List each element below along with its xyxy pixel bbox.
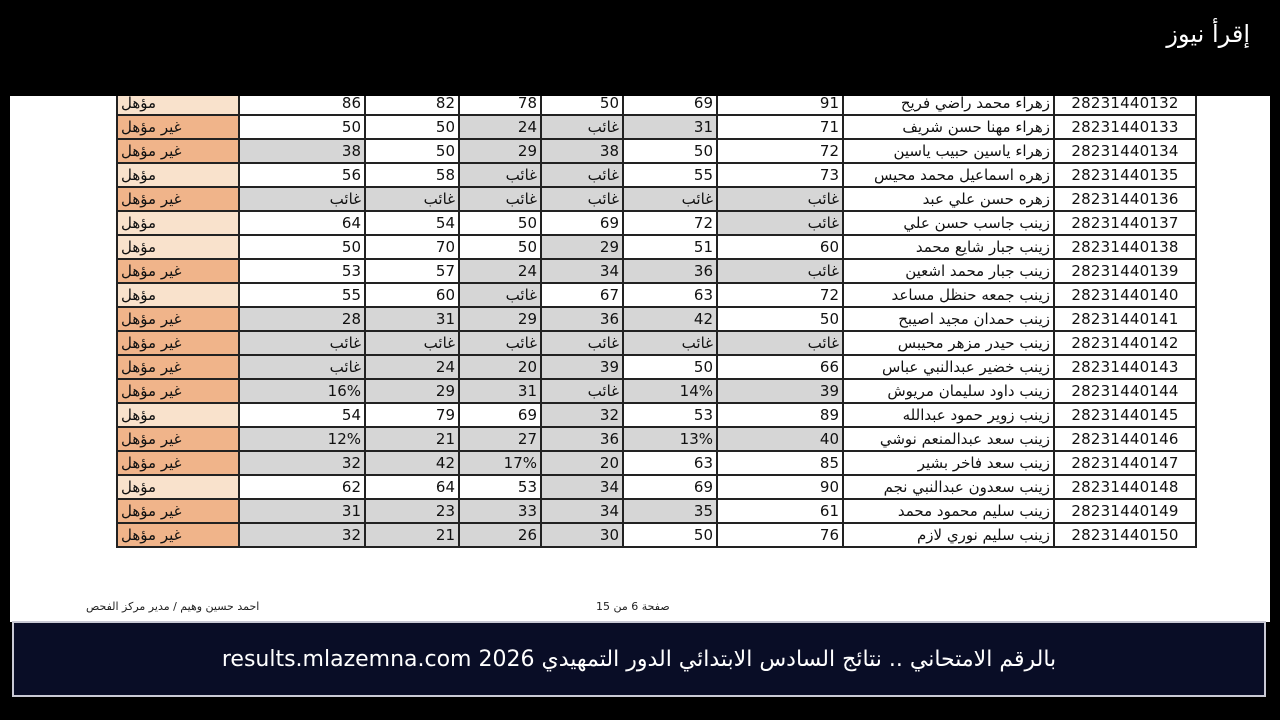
score-cell: 62 xyxy=(239,475,365,499)
exam-number-cell: 28231440138 xyxy=(1054,235,1196,259)
table-row xyxy=(117,283,1196,307)
score-cell: 67 xyxy=(541,283,623,307)
table-row xyxy=(117,115,1196,139)
score-cell: 63 xyxy=(623,283,717,307)
results-table xyxy=(116,96,1197,548)
score-cell: 32 xyxy=(239,523,365,547)
score-cell: 24 xyxy=(459,115,541,139)
table-row xyxy=(117,427,1196,451)
exam-number-cell: 28231440145 xyxy=(1054,403,1196,427)
score-cell: غائب xyxy=(623,187,717,211)
score-cell: 82 xyxy=(365,96,459,115)
table-row xyxy=(117,187,1196,211)
student-name-cell: زينب سليم محمود محمد xyxy=(843,499,1054,523)
score-cell: 90 xyxy=(717,475,843,499)
score-cell: 31 xyxy=(365,307,459,331)
score-cell: 79 xyxy=(365,403,459,427)
score-cell: غائب xyxy=(623,331,717,355)
table-row xyxy=(117,211,1196,235)
score-cell: 69 xyxy=(623,475,717,499)
score-cell: غائب xyxy=(365,187,459,211)
table-row xyxy=(117,96,1196,115)
score-cell: 36 xyxy=(541,427,623,451)
score-cell: 34 xyxy=(541,259,623,283)
score-cell: 36 xyxy=(623,259,717,283)
student-name-cell: زهره حسن علي عبد xyxy=(843,187,1054,211)
status-cell: غير مؤهل xyxy=(117,115,239,139)
score-cell: 63 xyxy=(623,451,717,475)
score-cell: غائب xyxy=(459,283,541,307)
status-cell: غير مؤهل xyxy=(117,259,239,283)
score-cell: 53 xyxy=(623,403,717,427)
score-cell: 69 xyxy=(541,211,623,235)
exam-number-cell: 28231440143 xyxy=(1054,355,1196,379)
score-cell: غائب xyxy=(239,187,365,211)
results-document xyxy=(10,96,1270,622)
score-cell: غائب xyxy=(459,187,541,211)
status-cell: مؤهل xyxy=(117,283,239,307)
score-cell: 32 xyxy=(239,451,365,475)
status-cell: مؤهل xyxy=(117,475,239,499)
score-cell: 72 xyxy=(623,211,717,235)
exam-number-cell: 28231440140 xyxy=(1054,283,1196,307)
student-name-cell: زهراء مهنا حسن شريف xyxy=(843,115,1054,139)
exam-number-cell: 28231440148 xyxy=(1054,475,1196,499)
status-cell: غير مؤهل xyxy=(117,187,239,211)
score-cell: 31 xyxy=(623,115,717,139)
table-row xyxy=(117,451,1196,475)
headline-banner[interactable] xyxy=(12,621,1266,697)
table-row xyxy=(117,139,1196,163)
table-row xyxy=(117,499,1196,523)
score-cell: 70 xyxy=(365,235,459,259)
score-cell: 50 xyxy=(623,139,717,163)
score-cell: 50 xyxy=(623,355,717,379)
score-cell: 69 xyxy=(459,403,541,427)
status-cell: غير مؤهل xyxy=(117,427,239,451)
table-row xyxy=(117,403,1196,427)
score-cell: 32 xyxy=(541,403,623,427)
student-name-cell: زينب سليم نوري لازم xyxy=(843,523,1054,547)
score-cell: 85 xyxy=(717,451,843,475)
score-cell: 14% xyxy=(623,379,717,403)
score-cell: غائب xyxy=(459,331,541,355)
score-cell: 55 xyxy=(623,163,717,187)
score-cell: 35 xyxy=(623,499,717,523)
score-cell: 20 xyxy=(459,355,541,379)
student-name-cell: زينب حيدر مزهر محيبس xyxy=(843,331,1054,355)
status-cell: غير مؤهل xyxy=(117,523,239,547)
score-cell: 50 xyxy=(541,96,623,115)
score-cell: 30 xyxy=(541,523,623,547)
student-name-cell: زهره اسماعيل محمد محيس xyxy=(843,163,1054,187)
table-row xyxy=(117,379,1196,403)
score-cell: 72 xyxy=(717,283,843,307)
exam-number-cell: 28231440133 xyxy=(1054,115,1196,139)
score-cell: غائب xyxy=(541,331,623,355)
score-cell: 38 xyxy=(239,139,365,163)
table-row xyxy=(117,163,1196,187)
score-cell: غائب xyxy=(717,211,843,235)
score-cell: غائب xyxy=(365,331,459,355)
score-cell: 24 xyxy=(459,259,541,283)
exam-number-cell: 28231440149 xyxy=(1054,499,1196,523)
student-name-cell: زينب جبار شايع محمد xyxy=(843,235,1054,259)
exam-number-cell: 28231440139 xyxy=(1054,259,1196,283)
site-title[interactable]: إقرأ نيوز xyxy=(1166,20,1250,48)
student-name-cell: زهراء محمد راضي فريح xyxy=(843,96,1054,115)
table-row xyxy=(117,523,1196,547)
status-cell: مؤهل xyxy=(117,96,239,115)
footer-page-number: صفحة 6 من 15 xyxy=(596,600,670,613)
status-cell: مؤهل xyxy=(117,235,239,259)
score-cell: 54 xyxy=(365,211,459,235)
student-name-cell: زينب سعد عبدالمنعم نوشي xyxy=(843,427,1054,451)
score-cell: 56 xyxy=(239,163,365,187)
score-cell: 31 xyxy=(239,499,365,523)
score-cell: 20 xyxy=(541,451,623,475)
score-cell: 31 xyxy=(459,379,541,403)
top-bar xyxy=(0,0,1280,96)
score-cell: 50 xyxy=(717,307,843,331)
score-cell: 50 xyxy=(459,211,541,235)
student-name-cell: زينب خضير عبدالنبي عباس xyxy=(843,355,1054,379)
score-cell: غائب xyxy=(717,331,843,355)
score-cell: 50 xyxy=(239,115,365,139)
score-cell: 76 xyxy=(717,523,843,547)
score-cell: 78 xyxy=(459,96,541,115)
score-cell: 61 xyxy=(717,499,843,523)
score-cell: 60 xyxy=(717,235,843,259)
exam-number-cell: 28231440147 xyxy=(1054,451,1196,475)
status-cell: غير مؤهل xyxy=(117,331,239,355)
score-cell: 86 xyxy=(239,96,365,115)
table-row xyxy=(117,259,1196,283)
exam-number-cell: 28231440144 xyxy=(1054,379,1196,403)
score-cell: 17% xyxy=(459,451,541,475)
score-cell: 40 xyxy=(717,427,843,451)
score-cell: 33 xyxy=(459,499,541,523)
student-name-cell: زينب جبار محمد اشعين xyxy=(843,259,1054,283)
score-cell: غائب xyxy=(239,331,365,355)
exam-number-cell: 28231440150 xyxy=(1054,523,1196,547)
score-cell: 50 xyxy=(623,523,717,547)
status-cell: مؤهل xyxy=(117,403,239,427)
student-name-cell: زينب سعد فاخر بشير xyxy=(843,451,1054,475)
score-cell: 12% xyxy=(239,427,365,451)
exam-number-cell: 28231440136 xyxy=(1054,187,1196,211)
score-cell: 64 xyxy=(365,475,459,499)
score-cell: 36 xyxy=(541,307,623,331)
score-cell: 21 xyxy=(365,427,459,451)
score-cell: 53 xyxy=(459,475,541,499)
student-name-cell: زينب حمدان مجيد اصيبح xyxy=(843,307,1054,331)
status-cell: غير مؤهل xyxy=(117,499,239,523)
status-cell: غير مؤهل xyxy=(117,451,239,475)
exam-number-cell: 28231440141 xyxy=(1054,307,1196,331)
status-cell: غير مؤهل xyxy=(117,139,239,163)
score-cell: 27 xyxy=(459,427,541,451)
score-cell: 26 xyxy=(459,523,541,547)
score-cell: 64 xyxy=(239,211,365,235)
score-cell: 53 xyxy=(239,259,365,283)
score-cell: غائب xyxy=(541,163,623,187)
table-row xyxy=(117,235,1196,259)
status-cell: غير مؤهل xyxy=(117,307,239,331)
score-cell: 24 xyxy=(365,355,459,379)
score-cell: 66 xyxy=(717,355,843,379)
table-row xyxy=(117,355,1196,379)
score-cell: غائب xyxy=(459,163,541,187)
score-cell: 72 xyxy=(717,139,843,163)
score-cell: غائب xyxy=(541,379,623,403)
score-cell: 60 xyxy=(365,283,459,307)
exam-number-cell: 28231440137 xyxy=(1054,211,1196,235)
score-cell: غائب xyxy=(717,187,843,211)
score-cell: 42 xyxy=(365,451,459,475)
student-name-cell: زينب جاسب حسن علي xyxy=(843,211,1054,235)
status-cell: غير مؤهل xyxy=(117,355,239,379)
score-cell: 89 xyxy=(717,403,843,427)
student-name-cell: زينب داود سليمان مريوش xyxy=(843,379,1054,403)
score-cell: 16% xyxy=(239,379,365,403)
footer-signature: احمد حسين وهيم / مدير مركز الفحص xyxy=(86,600,260,613)
score-cell: 55 xyxy=(239,283,365,307)
exam-number-cell: 28231440146 xyxy=(1054,427,1196,451)
score-cell: 21 xyxy=(365,523,459,547)
score-cell: 42 xyxy=(623,307,717,331)
table-row xyxy=(117,475,1196,499)
score-cell: 51 xyxy=(623,235,717,259)
table-row xyxy=(117,307,1196,331)
score-cell: 58 xyxy=(365,163,459,187)
score-cell: 50 xyxy=(365,139,459,163)
score-cell: 34 xyxy=(541,499,623,523)
score-cell: 69 xyxy=(623,96,717,115)
student-name-cell: زهراء ياسين حبيب ياسين xyxy=(843,139,1054,163)
score-cell: 34 xyxy=(541,475,623,499)
score-cell: 29 xyxy=(365,379,459,403)
score-cell: 29 xyxy=(459,139,541,163)
score-cell: 29 xyxy=(459,307,541,331)
score-cell: غائب xyxy=(541,115,623,139)
score-cell: 13% xyxy=(623,427,717,451)
exam-number-cell: 28231440142 xyxy=(1054,331,1196,355)
score-cell: 57 xyxy=(365,259,459,283)
exam-number-cell: 28231440134 xyxy=(1054,139,1196,163)
exam-number-cell: 28231440135 xyxy=(1054,163,1196,187)
score-cell: غائب xyxy=(541,187,623,211)
score-cell: 29 xyxy=(541,235,623,259)
score-cell: 38 xyxy=(541,139,623,163)
score-cell: 91 xyxy=(717,96,843,115)
score-cell: 50 xyxy=(365,115,459,139)
score-cell: 71 xyxy=(717,115,843,139)
score-cell: 50 xyxy=(459,235,541,259)
score-cell: غائب xyxy=(239,355,365,379)
student-name-cell: زينب جمعه حنظل مساعد xyxy=(843,283,1054,307)
score-cell: 39 xyxy=(717,379,843,403)
score-cell: 73 xyxy=(717,163,843,187)
status-cell: مؤهل xyxy=(117,211,239,235)
score-cell: 54 xyxy=(239,403,365,427)
score-cell: 28 xyxy=(239,307,365,331)
score-cell: 39 xyxy=(541,355,623,379)
score-cell: 50 xyxy=(239,235,365,259)
headline-text[interactable]: بالرقم الامتحاني .. نتائج السادس الابتدائي الدور التمهيدي 2026 results.mlazemna.com xyxy=(221,646,1057,672)
exam-number-cell: 28231440132 xyxy=(1054,96,1196,115)
student-name-cell: زينب زوير حمود عبدالله xyxy=(843,403,1054,427)
student-name-cell: زينب سعدون عبدالنبي نجم xyxy=(843,475,1054,499)
score-cell: غائب xyxy=(717,259,843,283)
table-row xyxy=(117,331,1196,355)
score-cell: 23 xyxy=(365,499,459,523)
status-cell: غير مؤهل xyxy=(117,379,239,403)
status-cell: مؤهل xyxy=(117,163,239,187)
